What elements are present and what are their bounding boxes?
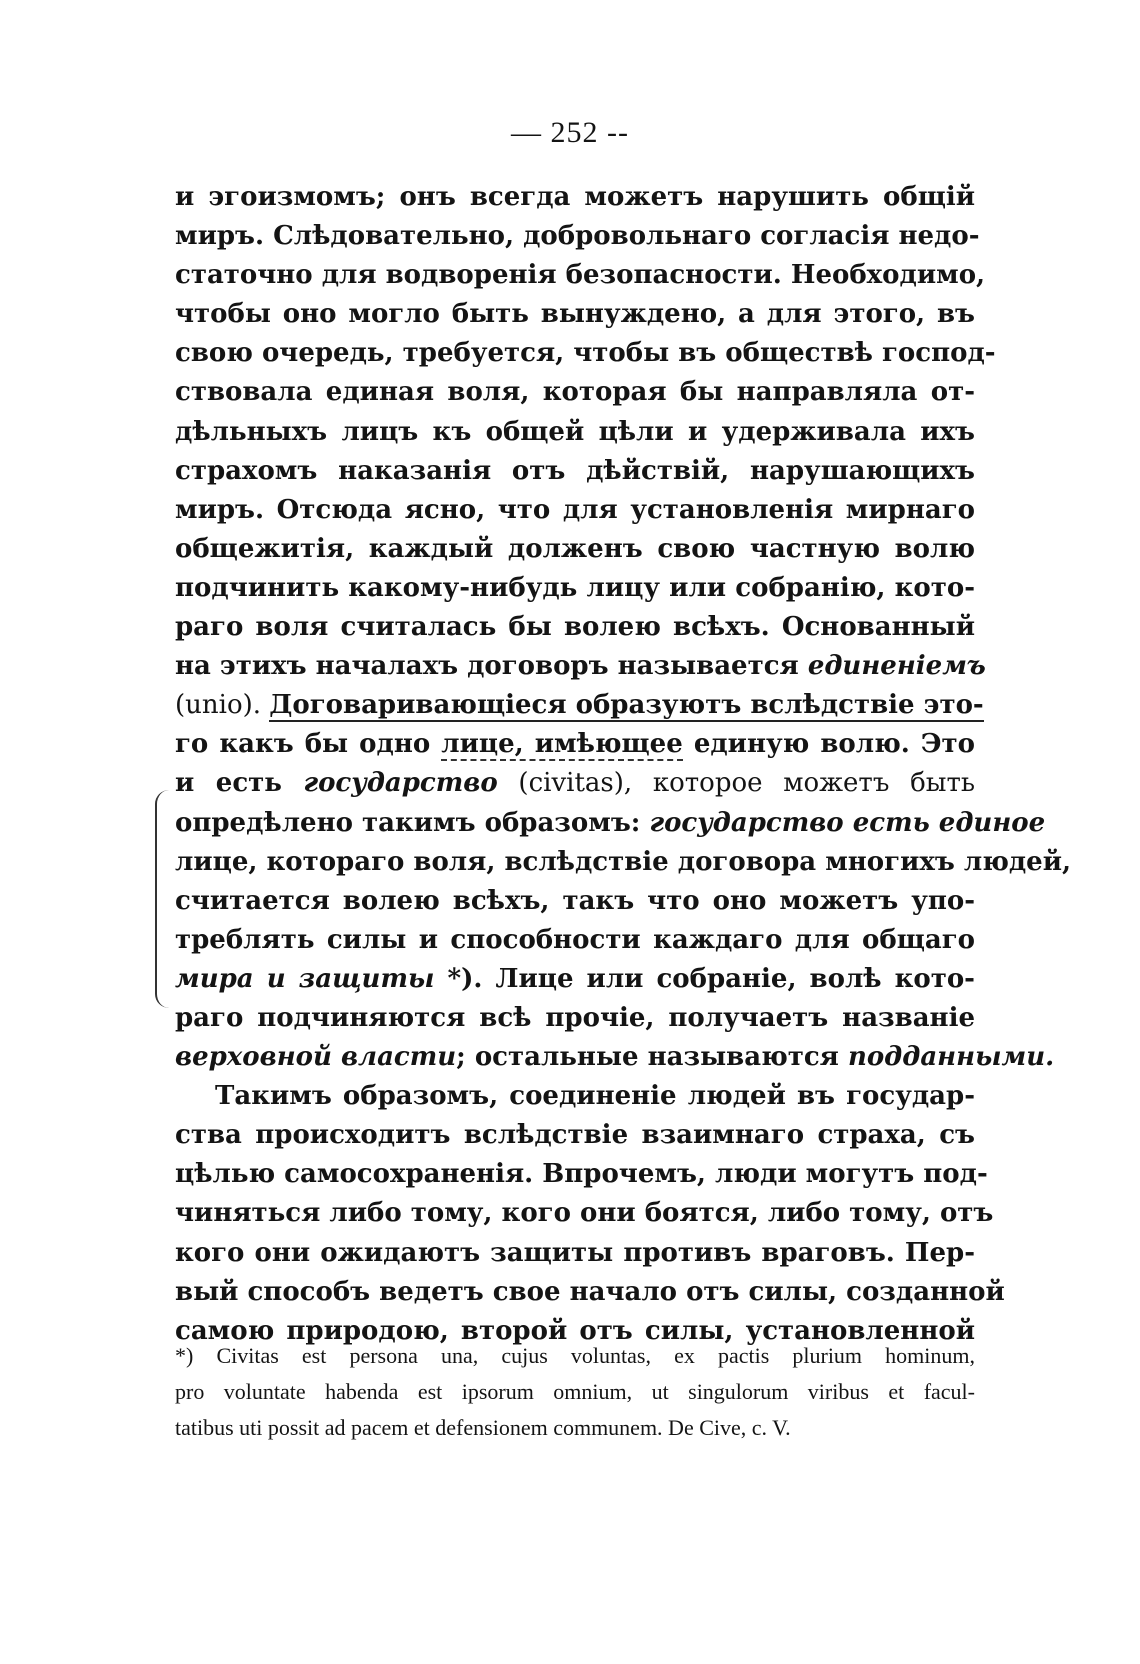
footnote-line: *) Civitas est persona una, cujus voluntas, ex pactis plurium hominum, bbox=[175, 1343, 975, 1368]
text-line: Такимъ образомъ, соединеніе людей въ государ- bbox=[215, 1081, 975, 1112]
italic-definition-line: считается волею всѣхъ, такъ что оно можетъ упо- bbox=[175, 885, 975, 916]
text-line: дѣльныхъ лицъ къ общей цѣли и удерживала ихъ bbox=[175, 416, 975, 447]
text-line: чиняться либо тому, кого они боятся, либо тому, отъ bbox=[175, 1198, 994, 1229]
text-line: вый способъ ведетъ свое начало отъ силы, созданной bbox=[175, 1276, 1005, 1307]
text-line: подчинить какому-нибудь лицу или собранію, кото- bbox=[175, 572, 975, 603]
italic-definition: государство есть единое bbox=[649, 807, 1046, 838]
italic-definition-line: треблять силы и способности каждаго для общаго bbox=[175, 924, 975, 955]
underlined-passage: Договаривающіеся образуютъ вслѣдствіе это- bbox=[269, 690, 984, 721]
text-span: на этихъ началахъ договоръ называется bbox=[175, 651, 808, 682]
italic-term-subjects: подданными. bbox=[847, 1042, 1055, 1073]
italic-definition: мира и защиты bbox=[175, 963, 435, 994]
text-line: страхомъ наказанія отъ дѣйствій, нарушающихъ bbox=[175, 455, 975, 486]
text-line bbox=[175, 804, 1046, 843]
text-line: ства происходитъ вслѣдствіе взаимнаго страха, съ bbox=[175, 1120, 975, 1151]
text-line bbox=[175, 647, 986, 686]
text-line: цѣлью самосохраненія. Впрочемъ, люди могутъ под- bbox=[175, 1159, 988, 1190]
text-line: ствовала единая воля, которая бы направляла от- bbox=[175, 377, 975, 408]
italic-term-sovereign: верховной власти bbox=[175, 1042, 457, 1073]
italic-term-civitas: государство bbox=[303, 768, 498, 799]
text-line: статочно для водворенія безопасности. Необходимо, bbox=[175, 260, 986, 291]
text-span: *). Лице или собраніе, волѣ кото- bbox=[434, 963, 975, 994]
text-line bbox=[175, 725, 975, 764]
margin-bracket-mark bbox=[155, 790, 175, 1008]
text-span: ; остальные называются bbox=[456, 1042, 848, 1073]
italic-term-unio: единеніемъ bbox=[807, 651, 986, 682]
text-span: (civitas), которое можетъ быть bbox=[497, 768, 975, 799]
text-line: общежитія, каждый долженъ свою частную волю bbox=[175, 533, 975, 564]
text-line bbox=[175, 1038, 1055, 1077]
text-span: го какъ бы одно bbox=[175, 729, 442, 760]
underlined-passage: лице, имѣющее bbox=[441, 729, 683, 760]
footnote-line: pro voluntate habenda est ipsorum omnium, ut singulorum viribus et facul- bbox=[175, 1379, 975, 1404]
footnote bbox=[175, 1338, 975, 1446]
body-text bbox=[175, 178, 1072, 1351]
footnote-line: tatibus uti possit ad pacem et defensionem communem. De Cive, c. V. bbox=[175, 1415, 791, 1440]
text-line: самою природою, второй отъ силы, установленной bbox=[175, 1315, 975, 1346]
text-line: чтобы оно могло быть вынуждено, а для этого, въ bbox=[175, 299, 975, 330]
text-line bbox=[175, 686, 984, 725]
text-line: и эгоизмомъ; онъ всегда можетъ нарушить общій bbox=[175, 182, 975, 212]
text-line bbox=[175, 960, 975, 999]
text-line: кого они ожидаютъ защиты противъ враговъ. Пер- bbox=[175, 1237, 975, 1268]
text-span: опредѣлено такимъ образомъ: bbox=[175, 807, 650, 838]
text-line: миръ. Слѣдовательно, добровольнаго согласія недо- bbox=[175, 221, 980, 252]
text-line: миръ. Отсюда ясно, что для установленія мирнаго bbox=[175, 494, 975, 525]
text-line bbox=[175, 764, 975, 803]
text-span: (unio). bbox=[175, 690, 270, 721]
text-line: раго подчиняются всѣ прочіе, получаетъ названіе bbox=[175, 1002, 975, 1033]
text-span: единую волю. Это bbox=[682, 729, 975, 760]
text-span: и есть bbox=[175, 768, 304, 799]
page-number: — 252 -- bbox=[511, 116, 629, 149]
italic-definition-line: лице, котораго воля, вслѣдствіе договора многихъ людей, bbox=[175, 846, 1072, 877]
text-line: свою очередь, требуется, чтобы въ обществѣ господ- bbox=[175, 338, 996, 369]
text-line: раго воля считалась бы волею всѣхъ. Основанный bbox=[175, 612, 975, 643]
